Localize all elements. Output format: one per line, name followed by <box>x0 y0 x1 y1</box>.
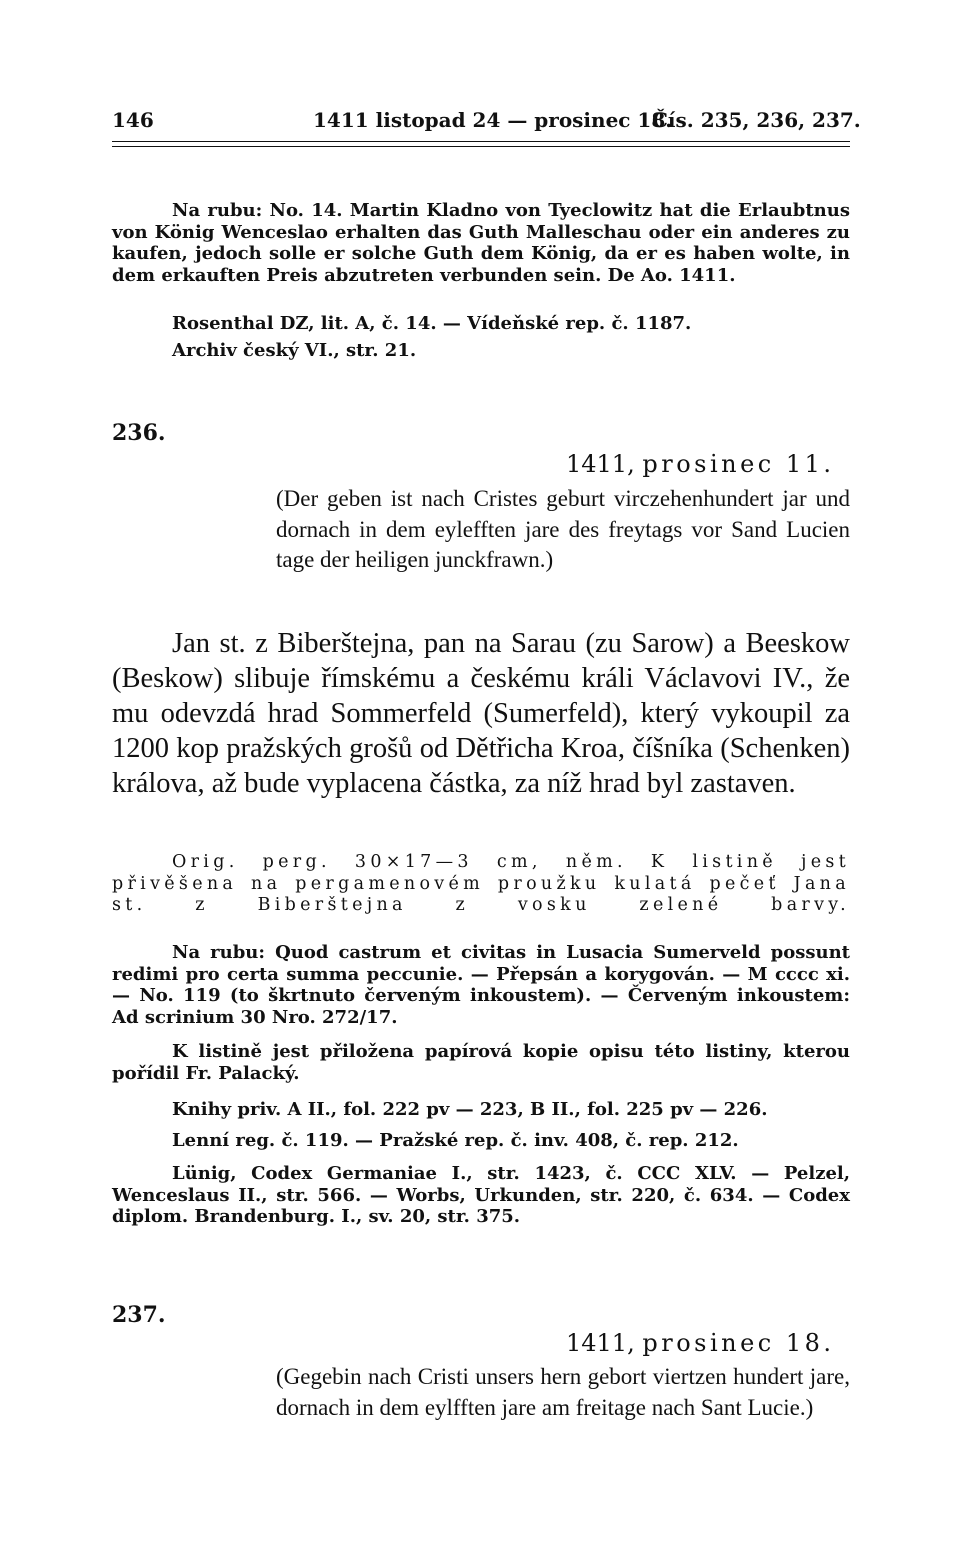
entry-237-date-year: 1411, <box>566 1329 635 1357</box>
entry-235-reference-2: Archiv český VI., str. 21. <box>172 340 417 361</box>
entry-237-number: 237. <box>112 1302 166 1328</box>
entry-236-reference-2: Lenní reg. č. 119. — Pražské rep. č. inv. 408, č. rep. 212. <box>172 1130 739 1151</box>
entry-236-original-note: Orig. perg. 30×17—3 cm, něm. K listině jest přivěšena na pergamenovém proužku kulatá pečeť Jana st. z Biberštejna z vosku zelené barvy. <box>112 852 850 915</box>
entry-236-number: 236. <box>112 420 166 446</box>
entry-235-dorsal-note: Na rubu: No. 14. Martin Kladno von Tyeclowitz hat die Erlaubtnus von König Wenceslao erhalten das Guth Malleschau oder ein anderes zu kaufen, jedoch solle er solche Guth dem König, da er es haben wolte, in dem erkauften Preis abzutreten verbunden sein. De Ao. 1411. <box>112 200 850 286</box>
entry-236-date-text: prosinec 11. <box>642 450 835 478</box>
entry-236-regest: Jan st. z Biberštejna, pan na Sarau (zu Sarow) a Beeskow (Beskow) slibuje římskému a českému králi Václavovi IV., že mu odevzdá hrad Sommerfeld (Sumerfeld), který vykoupil za 1200 kop pražských grošů od Dětřicha Kroa, číšníka (Schenken) králova, až bude vyplacena částka, za níž hrad byl zastaven. <box>112 628 850 799</box>
entry-236-date-year: 1411, <box>566 450 635 478</box>
header-rule-bottom <box>112 146 850 147</box>
page-number: 146 <box>112 108 154 132</box>
entry-236-dorsal-note: Na rubu: Quod castrum et civitas in Lusacia Sumerveld possunt redimi pro certa summa peccunie. — Přepsán a korygován. — M cccc xi. — No. 119 (to škrtnuto červeným inkoustem). — Červeným inkoustem: Ad scrinium 30 Nro. 272/17. <box>112 942 850 1028</box>
header-rule-top <box>112 141 850 142</box>
entry-236-date <box>566 450 835 478</box>
entry-236-reference-1: Knihy priv. A II., fol. 222 pv — 223, B II., fol. 225 pv — 226. <box>172 1099 768 1120</box>
entry-237-date <box>566 1329 835 1357</box>
entry-236-dating-formula: (Der geben ist nach Cristes geburt virczehenhundert jar und dornach in dem eylefften jare des freytags vor Sand Lucien tage der heiligen junckfrawn.) <box>276 486 850 573</box>
entry-235-reference-1: Rosenthal DZ, lit. A, č. 14. — Vídeňské rep. č. 1187. <box>172 313 692 334</box>
entry-236-copy-note: K listině jest přiložena papírová kopie opisu této listiny, kterou pořídil Fr. Palacký. <box>112 1041 850 1084</box>
running-head-dates: 1411 listopad 24 — prosinec 18. <box>313 108 673 132</box>
entry-236-reference-3: Lünig, Codex Germaniae I., str. 1423, č. CCC XLV. — Pelzel, Wenceslaus II., str. 566. — Worbs, Urkunden, str. 220, č. 634. — Codex diplom. Brandenburg. I., sv. 20, str. 375. <box>112 1163 850 1227</box>
entry-237-dating-formula: (Gegebin nach Cristi unsers hern gebort viertzen hundert jare, dornach in dem eylfften jare am freitage nach Sant Lucie.) <box>276 1364 850 1420</box>
entry-237-date-text: prosinec 18. <box>642 1329 835 1357</box>
running-head-entries: Čís. 235, 236, 237. <box>652 108 861 132</box>
